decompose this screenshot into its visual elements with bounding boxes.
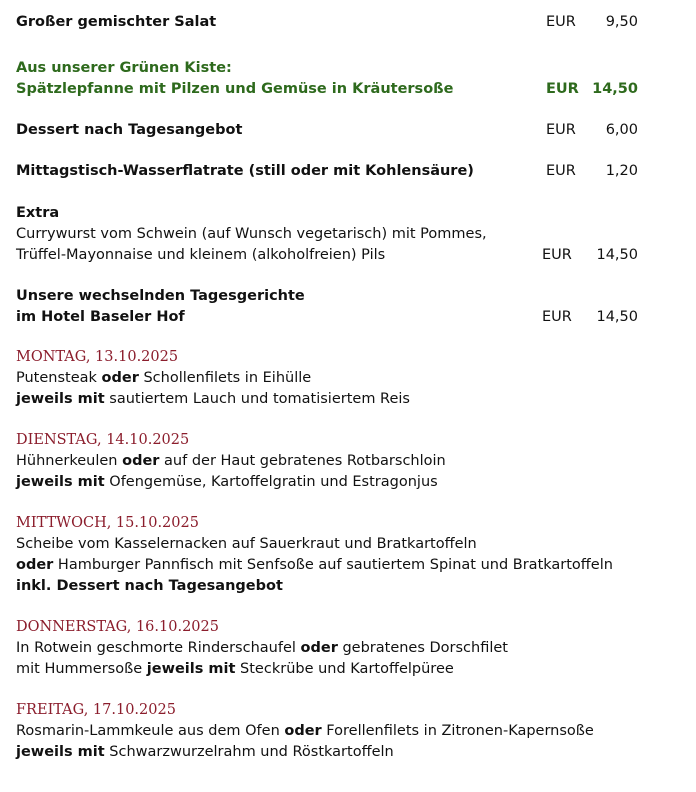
item-price: 1,20: [605, 163, 638, 179]
item-currency: EUR: [546, 81, 579, 97]
day-line-1: Hühnerkeulen oder auf der Haut gebratenes Rotbarschloin: [16, 453, 446, 469]
item-heading: Aus unserer Grünen Kiste:: [16, 60, 232, 76]
menu-item-water: [16, 161, 638, 182]
day-line-1: Scheibe vom Kasselernacken auf Sauerkraut und Bratkartoffeln: [16, 536, 477, 552]
extra-line-1: Currywurst vom Schwein (auf Wunsch vegetarisch) mit Pommes,: [16, 226, 487, 242]
day-thursday: [16, 617, 638, 680]
menu-item-dessert: [16, 120, 638, 141]
day-title: MONTAG, 13.10.2025: [16, 349, 179, 365]
item-price: 14,50: [592, 81, 638, 97]
item-currency: EUR: [542, 309, 572, 325]
item-price: 14,50: [596, 247, 638, 263]
item-name: Dessert nach Tagesangebot: [16, 122, 243, 138]
item-currency: EUR: [546, 122, 576, 138]
day-line-1: Rosmarin-Lammkeule aus dem Ofen oder Forellenfilets in Zitronen-Kapernsoße: [16, 723, 594, 739]
day-line-1: Putensteak oder Schollenfilets in Eihülle: [16, 370, 312, 386]
day-line-2: mit Hummersoße jeweils mit Steckrübe und Kartoffelpüree: [16, 661, 454, 677]
day-line-2: jeweils mit Schwarzwurzelrahm und Röstkartoffeln: [16, 744, 394, 760]
day-wednesday: [16, 513, 638, 597]
item-currency: EUR: [542, 247, 572, 263]
daily-line-2: im Hotel Baseler Hof: [16, 309, 185, 325]
item-price: 9,50: [605, 14, 638, 30]
day-line-2: jeweils mit sautiertem Lauch und tomatisiertem Reis: [16, 391, 410, 407]
daily-specials-header: [16, 286, 638, 328]
item-price: 6,00: [605, 122, 638, 138]
day-friday: [16, 700, 638, 763]
menu-item-green-box: [16, 58, 638, 100]
day-monday: [16, 347, 638, 410]
item-price: 14,50: [596, 309, 638, 325]
extra-line-2: Trüffel-Mayonnaise und kleinem (alkoholfreien) Pils: [16, 247, 386, 263]
day-title: FREITAG, 17.10.2025: [16, 702, 176, 718]
day-line-2: jeweils mit Ofengemüse, Kartoffelgratin und Estragonjus: [16, 474, 438, 490]
item-currency: EUR: [546, 14, 576, 30]
day-title: DONNERSTAG, 16.10.2025: [16, 619, 219, 635]
extra-heading: Extra: [16, 205, 60, 221]
day-line-3: inkl. Dessert nach Tagesangebot: [16, 578, 283, 594]
day-line-2: oder Hamburger Pannfisch mit Senfsoße auf sautiertem Spinat und Bratkartoffeln: [16, 557, 613, 573]
menu-item-extra: [16, 203, 638, 266]
item-name: Großer gemischter Salat: [16, 14, 217, 30]
day-title: MITTWOCH, 15.10.2025: [16, 515, 199, 531]
item-name: Spätzlepfanne mit Pilzen und Gemüse in Kräutersoße: [16, 81, 454, 97]
day-tuesday: [16, 430, 638, 493]
item-name: Mittagstisch-Wasserflatrate (still oder mit Kohlensäure): [16, 163, 474, 179]
daily-line-1: Unsere wechselnden Tagesgerichte: [16, 288, 305, 304]
day-title: DIENSTAG, 14.10.2025: [16, 432, 190, 448]
item-currency: EUR: [546, 163, 576, 179]
day-line-1: In Rotwein geschmorte Rinderschaufel oder gebratenes Dorschfilet: [16, 640, 508, 656]
menu-item-salad: [16, 12, 638, 33]
